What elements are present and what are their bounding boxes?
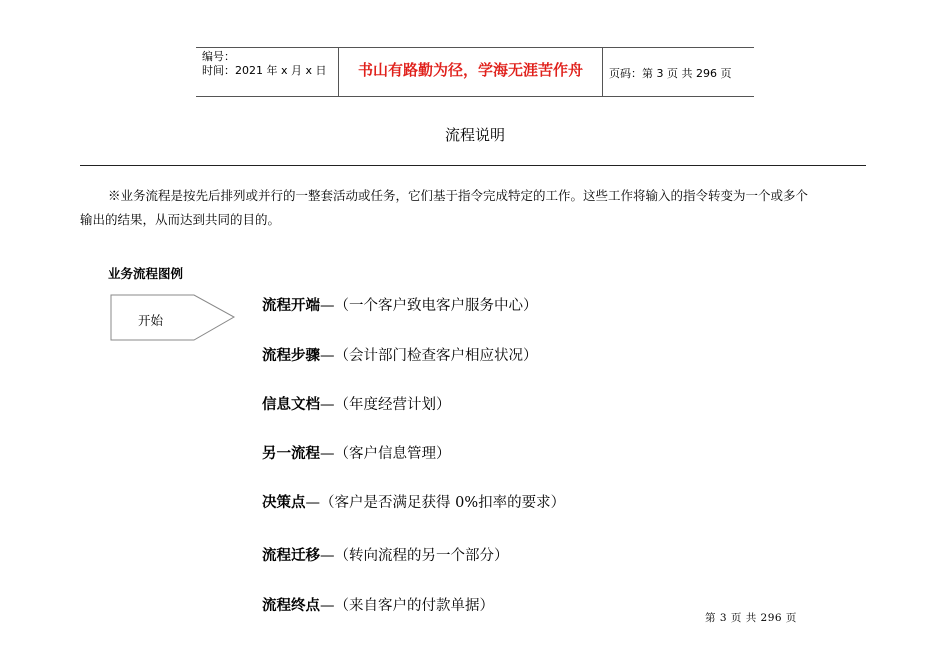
- legend-desc: —（会计部门检查客户相应状况）: [320, 348, 538, 364]
- header-page-label: 页码：第 3 页 共 296 页: [609, 67, 732, 80]
- header-top-border: [196, 47, 754, 48]
- header-motto: 书山有路勤为径，学海无涯苦作舟: [357, 61, 583, 79]
- header-divider: [602, 47, 603, 96]
- legend-term: 流程终点: [262, 598, 320, 614]
- legend-desc: —（一个客户致电客户服务中心）: [320, 298, 538, 314]
- intro-line-1: ※业务流程是按先后排列或并行的一整套活动或任务，它们基于指令完成特定的工作。这些工作将输入的指令转变为一个或多个: [108, 188, 809, 203]
- header-number-label: 编号：: [202, 50, 235, 63]
- header-divider: [338, 47, 339, 96]
- legend-term: 决策点: [262, 495, 306, 511]
- legend-term: 另一流程: [262, 446, 320, 462]
- legend-desc: —（客户是否满足获得 0%扣率的要求）: [305, 495, 566, 511]
- page-footer: 第 3 页 共 296 页: [705, 612, 797, 624]
- legend-item-decision: [262, 491, 565, 512]
- legend-item-process-start: [262, 294, 538, 315]
- legend-item-process-end: [262, 594, 494, 615]
- legend-item-document: [262, 393, 451, 414]
- legend-item-transition: [262, 544, 509, 565]
- start-shape-label: 开始: [138, 313, 164, 328]
- header-bottom-border: [196, 96, 754, 97]
- intro-line-2: 输出的结果，从而达到共同的目的。: [80, 212, 281, 227]
- process-start-shape: [110, 294, 240, 344]
- header-time-label: 时间：2021 年 x 月 x 日: [202, 64, 327, 77]
- legend-item-process-step: [262, 344, 538, 365]
- page-title: 流程说明: [444, 126, 505, 144]
- legend-term: 流程步骤: [262, 348, 320, 364]
- section-title: 业务流程图例: [108, 266, 184, 281]
- legend-desc: —（年度经营计划）: [320, 397, 451, 413]
- legend-item-other-process: [262, 442, 451, 463]
- legend-desc: —（转向流程的另一个部分）: [320, 548, 509, 564]
- legend-desc: —（客户信息管理）: [320, 446, 451, 462]
- legend-desc: —（来自客户的付款单据）: [320, 598, 494, 614]
- legend-term: 流程开端: [262, 298, 320, 314]
- legend-term: 流程迁移: [262, 548, 320, 564]
- title-divider: [80, 165, 866, 166]
- legend-term: 信息文档: [262, 397, 320, 413]
